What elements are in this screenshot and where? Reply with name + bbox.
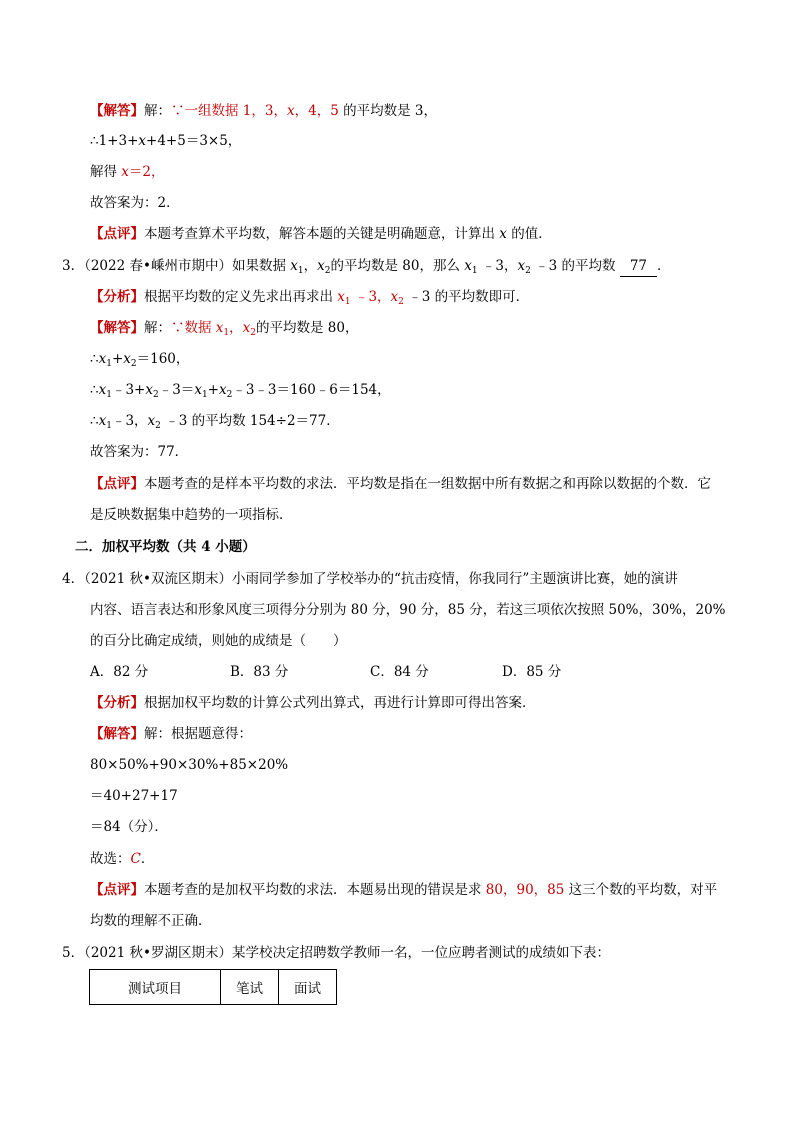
text: ∵一组数据 1，3，: [171, 103, 287, 119]
text: ，4，5: [294, 103, 339, 119]
answer-tag: 【解答】: [90, 103, 144, 119]
text: ．: [140, 851, 155, 867]
q4-choice: [90, 849, 154, 869]
text: （2021 秋•双流区期末）小雨同学参加了学校举办的“抗击疫情，你我同行”主题演讲比赛，她的演讲: [84, 571, 678, 587]
comment-tag: 【点评】: [90, 882, 144, 898]
answer-blank: 77: [620, 256, 657, 277]
q2-final-answer: 故答案为：2．: [90, 195, 180, 211]
q2-step-1: [90, 131, 241, 151]
table-header-cell: 面试: [279, 970, 337, 1005]
text: 本题考查算术平均数，解答本题的关键是明确题意，计算出: [144, 226, 500, 242]
text: 解：: [144, 103, 171, 119]
q3-comment: [90, 474, 711, 494]
q3-final-answer: 故答案为：77．: [90, 444, 189, 460]
text: 解：根据题意得：: [144, 726, 252, 742]
text: 本题考查的是加权平均数的求法．本题易出现的错误是求: [144, 882, 486, 898]
text: ∴1+3+: [90, 133, 139, 149]
q4-answer-line: [90, 724, 252, 744]
text: ﹣3 的平均数 154÷2＝77．: [160, 413, 340, 429]
q4-calc-1: 80×50%+90×30%+85×20%: [90, 757, 289, 773]
q4-stem-3: 的百分比确定成绩，则她的成绩是（ ）: [90, 633, 347, 649]
choice-letter: C: [130, 851, 141, 867]
question-number: 3．: [62, 258, 85, 274]
text: ，: [229, 320, 243, 336]
q3-step-1: $\therefore x_1+x_2=160$，: [90, 351, 190, 369]
option-a[interactable]: A．82 分: [90, 664, 149, 680]
var-x: x: [138, 133, 147, 149]
text: ﹣3 的平均数即可．: [403, 289, 530, 305]
q4-stem-1: [62, 569, 678, 589]
text: 根据加权平均数的计算公式列出算式，再进行计算即可得出答案．: [144, 695, 536, 711]
answer-tag: 【解答】: [90, 726, 144, 742]
text: 解：: [144, 320, 171, 336]
var-x: x: [121, 164, 129, 180]
var-x: x: [286, 103, 295, 119]
q3-answer-line: 【解答】解：∵数据 $x_1$，$x_2$的平均数是 80，: [90, 320, 359, 338]
text: ＝2，: [128, 164, 165, 180]
analysis-tag: 【分析】: [90, 289, 144, 305]
text: +4+5＝3×5，: [146, 133, 242, 149]
q2-answer-line: [90, 101, 437, 121]
comment-tag: 【点评】: [90, 476, 144, 492]
text: 的平均数是 3，: [338, 103, 437, 119]
text: ∵数据: [171, 320, 216, 336]
text: ﹣3 的平均数: [530, 258, 616, 274]
q4-analysis: [90, 693, 536, 713]
text: 解得: [90, 164, 122, 180]
q4-comment: [90, 880, 717, 900]
text: 故选：: [90, 851, 131, 867]
var-x: x: [499, 226, 507, 242]
text: 这三个数的平均数，对平: [564, 882, 718, 898]
option-b[interactable]: B．83 分: [230, 664, 289, 680]
question-number: 4．: [62, 571, 85, 587]
q3-comment-cont: 是反映数据集中趋势的一项指标．: [90, 507, 293, 523]
table-row: [90, 970, 337, 1005]
q4-calc-2: ＝40+27+17: [90, 788, 178, 804]
text: ﹣3，: [350, 289, 391, 305]
analysis-tag: 【分析】: [90, 695, 144, 711]
q4-options: [90, 662, 561, 682]
text: 的值．: [506, 226, 552, 242]
q4-calc-3: ＝84（分）．: [90, 819, 168, 835]
text: 的平均数是 80，: [256, 320, 359, 336]
q2-step-2: [90, 162, 165, 182]
q3-analysis: 【分析】根据平均数的定义先求出再求出 $x_1$ ﹣3，$x_2$ ﹣3 的平均数即可．: [90, 289, 530, 307]
text: 根据平均数的定义先求出再求出: [144, 289, 338, 305]
text: ﹣3＝160﹣6＝154，: [254, 382, 391, 398]
score-table: [89, 969, 337, 1005]
question-source: （2022 春•嵊州市期中）: [84, 258, 232, 274]
q4-comment-cont: 均数的理解不正确．: [90, 913, 212, 929]
comment-tag: 【点评】: [90, 226, 144, 242]
q3-step-2: $\therefore x_1﹣3+x_2﹣3=x_1+x_2﹣3﹣3=160﹣6=154$，: [90, 382, 391, 400]
question-number: 5．: [62, 945, 85, 961]
q5-stem: [62, 943, 610, 963]
text: 80，90，85: [485, 882, 565, 898]
text: ，: [303, 258, 318, 274]
q2-comment: [90, 224, 552, 244]
q3-stem: 3．（2022 春•嵊州市期中）如果数据 $x_1$，$x_2$的平均数是 80，那么 $x_1$ ﹣3，$x_2$ ﹣3 的平均数 77 ．: [62, 258, 671, 276]
table-header-cell: 笔试: [221, 970, 279, 1005]
text: （2021 秋•罗湖区期末）某学校决定招聘数学教师一名，一位应聘者测试的成绩如下表：: [84, 945, 610, 961]
q4-stem-2: 内容、语言表达和形象风度三项得分分别为 80 分，90 分，85 分，若这三项依次按照 50%，30%，20%: [90, 602, 726, 618]
option-c[interactable]: C．84 分: [370, 664, 429, 680]
text: ＝160，: [136, 351, 190, 367]
q3-step-3: $\therefore x_1﹣3$，$x_2$ ﹣3 的平均数 154÷2＝77．: [90, 413, 340, 431]
option-d[interactable]: D．85 分: [502, 664, 562, 680]
table-header-cell: 测试项目: [90, 970, 221, 1005]
text: ﹣3，: [477, 258, 518, 274]
section-heading: 二．加权平均数（共 4 小题）: [75, 539, 256, 555]
answer-tag: 【解答】: [90, 320, 144, 336]
text: 本题考查的是样本平均数的求法．平均数是指在一组数据中所有数据之和再除以数据的个数．它: [144, 476, 711, 492]
text: 的平均数是 80，那么: [330, 258, 465, 274]
text: 如果数据: [231, 258, 291, 274]
text: ．: [657, 258, 671, 274]
